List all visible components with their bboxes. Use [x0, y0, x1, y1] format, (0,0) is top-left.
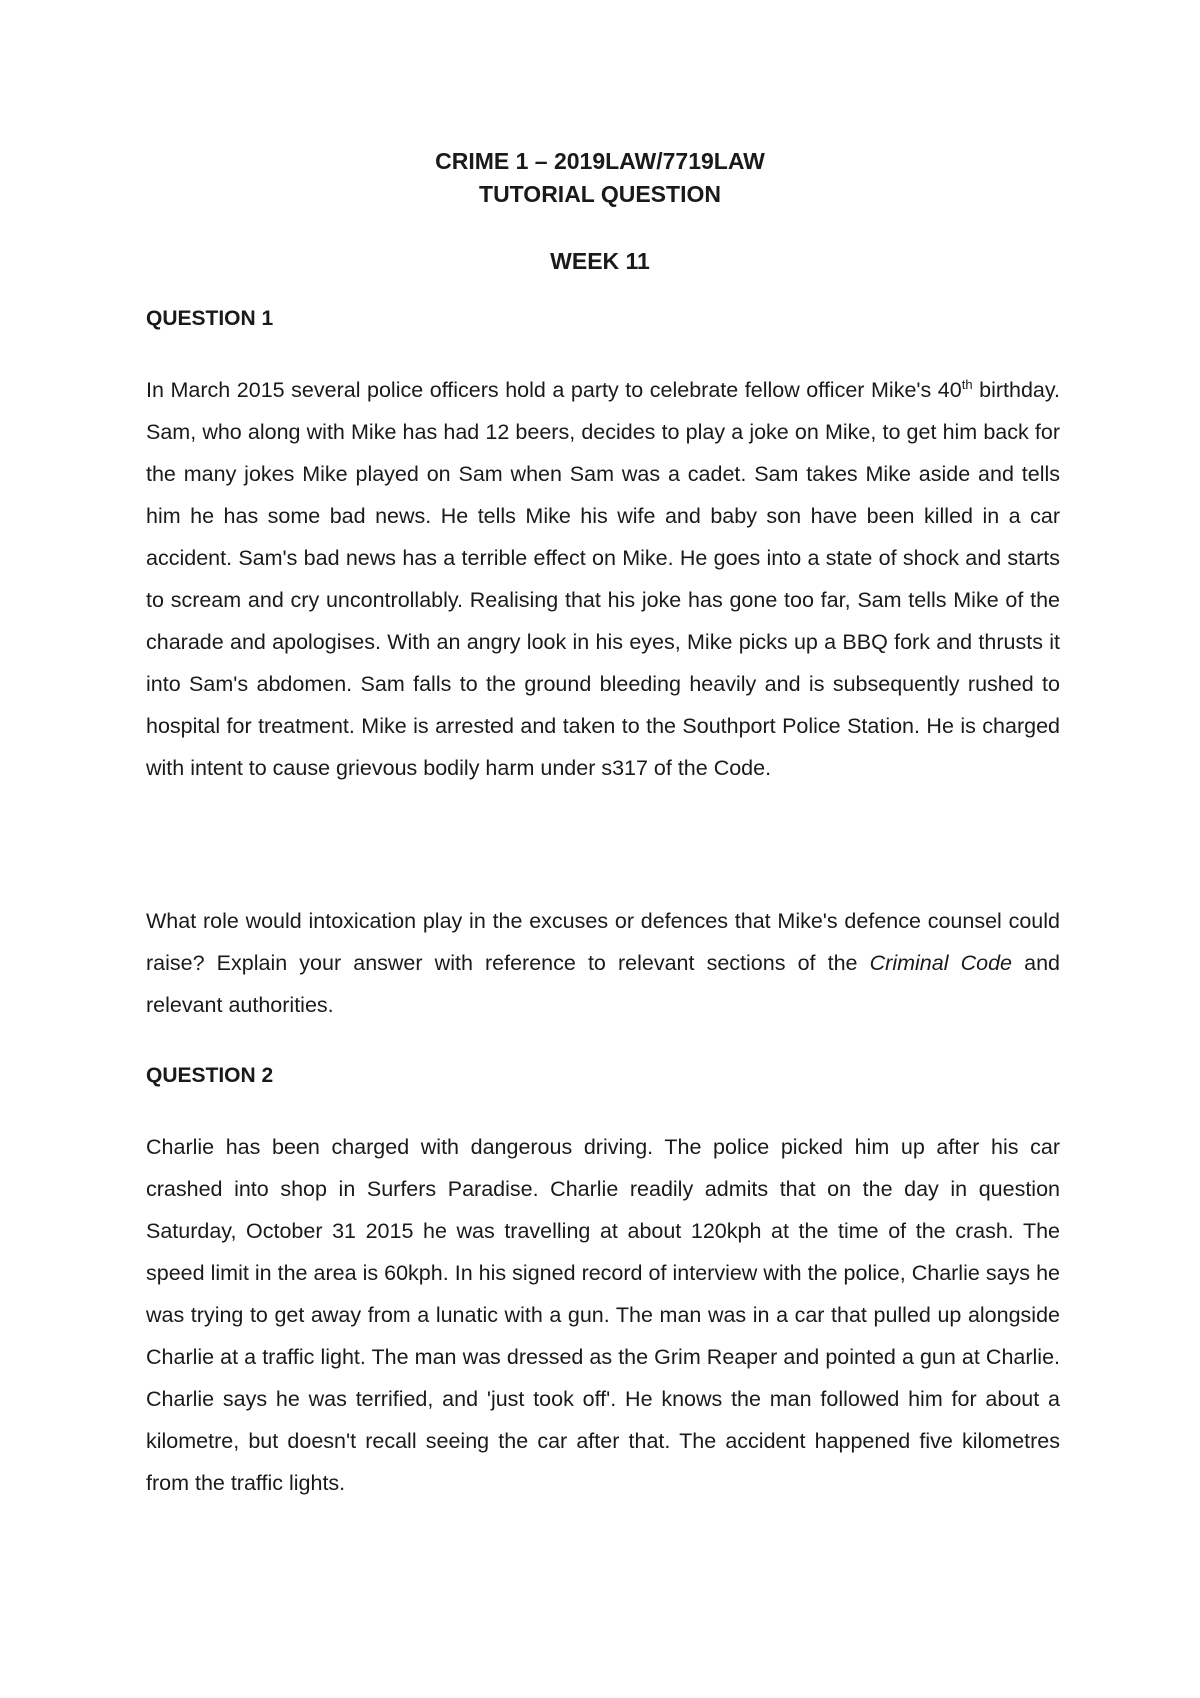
course-title: CRIME 1 – 2019LAW/7719LAW — [435, 148, 765, 174]
question-2-scenario: Charlie has been charged with dangerous driving. The police picked him up after his car crashed into shop in Surfers Paradise. Charlie readily admits that on the day in question Saturday, October 31 2015 he was travelling at about 120kph at the time of the crash. The speed limit in the area is 60kph. In his signed record of interview with the police, Charlie says he was trying to get away from a lunatic with a gun. The man was in a car that pulled up alongside Charlie at a traffic light. The man was dressed as the Grim Reaper and pointed a gun at Charlie. Charlie says he was terrified, and 'just took off'. He knows the man followed him for about a kilometre, but doesn't recall seeing the car after that. The accident happened five kilometres from the traffic lights. — [146, 1135, 1060, 1495]
question-1-prompt — [146, 900, 1060, 1026]
question-1-prompt-text-a: What role would intoxication play in the excuses or defences that Mike's defence counsel could raise? Explain your answer with reference to relevant sections of the — [146, 909, 1060, 975]
document-subtitle: TUTORIAL QUESTION — [479, 181, 721, 207]
ordinal-suffix: th — [961, 376, 973, 392]
criminal-code-reference: Criminal Code — [869, 951, 1012, 975]
week-label: WEEK 11 — [550, 248, 650, 274]
question-1-prompt-text-b: and relevant authorities. — [146, 951, 1060, 1017]
question-1-heading: QUESTION 1 — [146, 307, 274, 330]
question-2-heading: QUESTION 2 — [146, 1064, 274, 1087]
question-1-scenario — [146, 369, 1060, 789]
question-1-scenario-text-a: In March 2015 several police officers hold a party to celebrate fellow officer Mike's 40 — [146, 378, 962, 402]
question-1-scenario-text-b: birthday. Sam, who along with Mike has had 12 beers, decides to play a joke on Mike, to get him back for the many jokes Mike played on Sam when Sam was a cadet. Sam takes Mike aside and tells him he has some bad news. He tells Mike his wife and baby son have been killed in a car accident. Sam's bad news has a terrible effect on Mike. He goes into a state of shock and starts to scream and cry uncontrollably. Realising that his joke has gone too far, Sam tells Mike of the charade and apologises. With an angry look in his eyes, Mike picks up a BBQ fork and thrusts it into Sam's abdomen. Sam falls to the ground bleeding heavily and is subsequently rushed to hospital for treatment. Mike is arrested and taken to the Southport Police Station. He is charged with intent to cause grievous bodily harm under s317 of the Code. — [146, 378, 1060, 780]
